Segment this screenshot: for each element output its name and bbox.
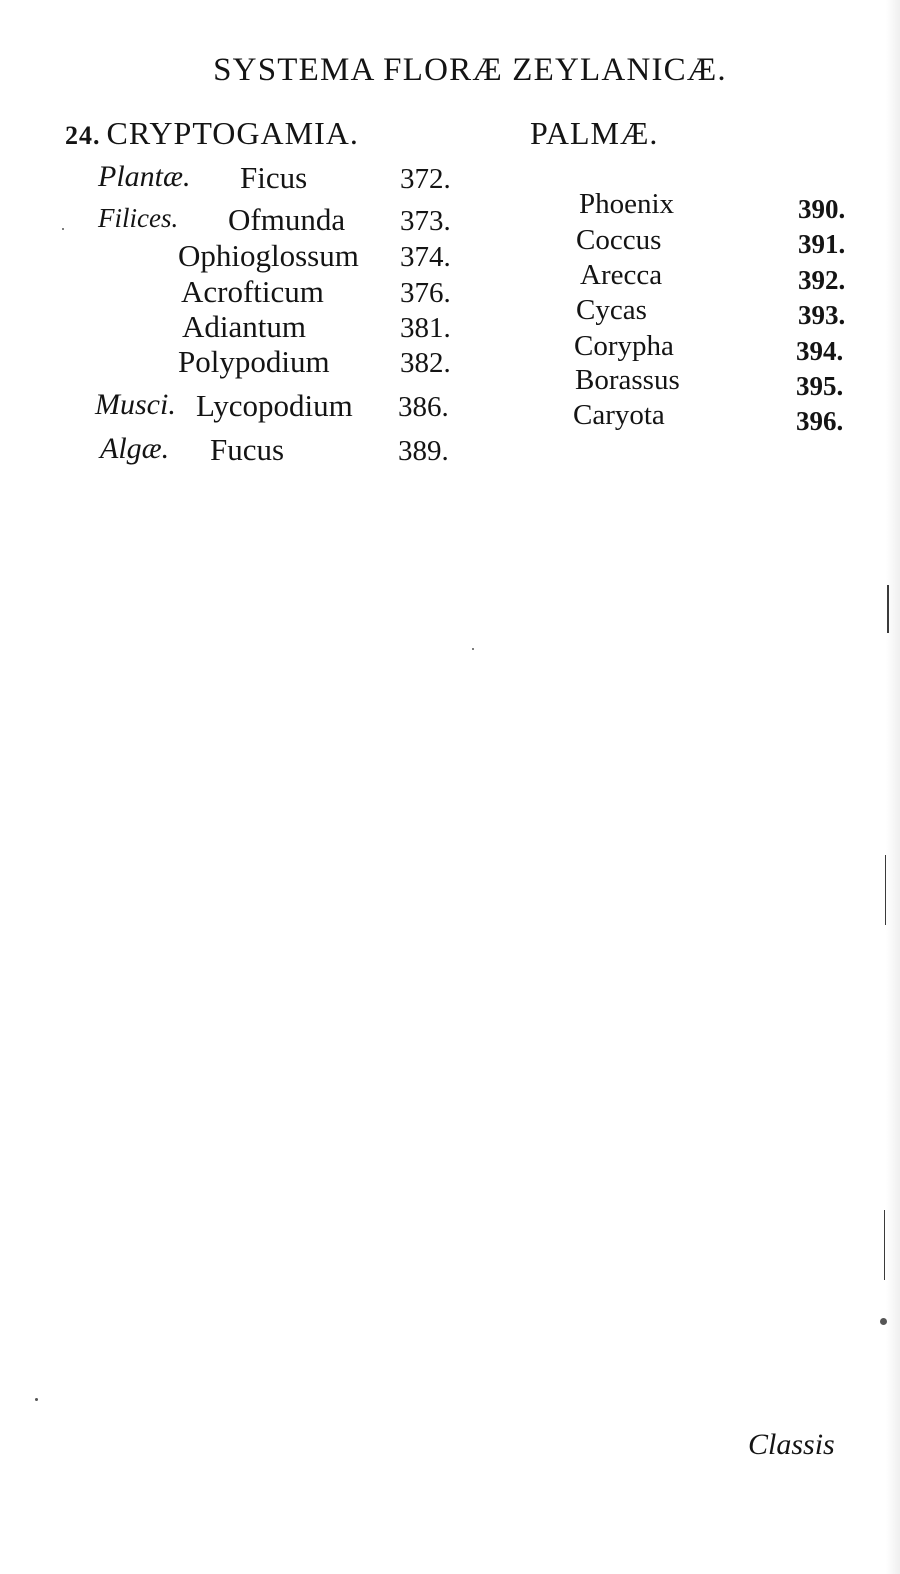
class-number: 24. [65, 121, 101, 150]
palm-borassus: Borassus [575, 364, 680, 396]
group-label-filices: Filices. [98, 203, 179, 233]
genus-ophioglossum: Ophioglossum [178, 238, 359, 273]
genus-polypodium: Polypodium [178, 344, 330, 379]
genus-ficus: Ficus [240, 160, 308, 195]
catchword: Classis [748, 1428, 835, 1461]
page-number: 382. [400, 347, 451, 379]
ink-speck [35, 1398, 38, 1401]
scan-edge-mark [884, 1210, 885, 1280]
group-label-plantae: Plantæ. [98, 160, 191, 193]
palm-phoenix: Phoenix [579, 188, 675, 220]
page-number: 392. [798, 265, 846, 295]
scan-edge-mark [885, 855, 886, 925]
ink-speck [62, 228, 64, 230]
palm-corypha: Corypha [574, 330, 674, 362]
page-number: 376. [400, 277, 451, 309]
scan-edge-mark [887, 585, 889, 633]
page-title: SYSTEMA FLORÆ ZEYLANICÆ. [213, 52, 727, 88]
genus-lycopodium: Lycopodium [196, 388, 353, 423]
page-number: 393. [798, 300, 846, 330]
page-number: 395. [796, 371, 844, 401]
page-edge-shadow [886, 0, 900, 1574]
page-number: 374. [400, 241, 451, 273]
palm-caryota: Caryota [573, 399, 665, 431]
page-number: 394. [796, 336, 844, 366]
ink-speck [472, 648, 474, 650]
page-number: 373. [400, 205, 451, 237]
genus-fucus: Fucus [210, 432, 285, 467]
palm-cycas: Cycas [576, 294, 647, 326]
page-number: 372. [400, 163, 451, 195]
page-number: 386. [398, 391, 449, 423]
palm-coccus: Coccus [576, 224, 662, 256]
page-number: 396. [796, 406, 844, 436]
page-number: 390. [798, 194, 846, 224]
genus-adiantum: Adiantum [182, 309, 306, 344]
class-title: CRYPTOGAMIA. [106, 115, 359, 151]
page-number: 391. [798, 229, 846, 259]
palmae-heading: PALMÆ. [530, 115, 659, 151]
palm-arecca: Arecca [580, 259, 663, 291]
group-label-musci: Musci. [95, 388, 176, 421]
group-label-algae: Algæ. [100, 432, 170, 465]
genus-osmunda: Ofmunda [228, 202, 346, 237]
ink-speck [880, 1318, 887, 1325]
page-number: 389. [398, 435, 449, 467]
class-heading [65, 115, 359, 152]
page-number: 381. [400, 312, 451, 344]
genus-acrostichum: Acrofticum [181, 274, 324, 309]
